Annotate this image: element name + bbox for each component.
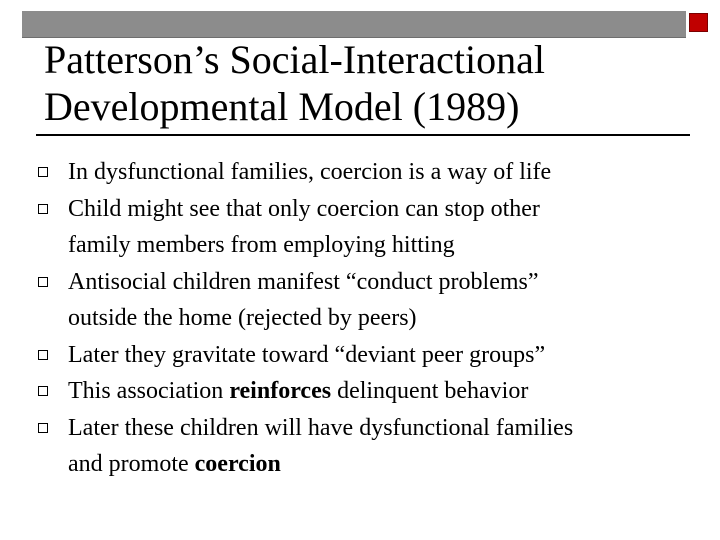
bullet-text: delinquent behavior <box>331 378 529 404</box>
bullet-text: Child might see that only coercion can stop other <box>68 195 540 222</box>
bullet-text: Later these children will have dysfunctional families <box>68 414 574 441</box>
bullet-item <box>36 373 676 410</box>
bullet-emphasis: coercion <box>194 451 281 477</box>
corner-accent-box <box>689 13 708 32</box>
bullet-line <box>68 264 676 301</box>
bullet-line <box>68 191 676 228</box>
header-bar <box>22 11 686 38</box>
hollow-square-icon <box>38 386 48 396</box>
hollow-square-icon <box>38 423 48 433</box>
hollow-square-icon <box>38 204 48 214</box>
bullet-item <box>36 191 676 264</box>
bullet-item <box>36 337 676 374</box>
slide-title <box>44 36 684 130</box>
bullet-item <box>36 154 676 191</box>
bullet-line <box>68 227 676 264</box>
bullet-line <box>68 446 676 483</box>
bullet-text: Antisocial children manifest “conduct problems” <box>68 268 539 295</box>
bullet-item <box>36 410 676 483</box>
title-divider <box>36 134 690 136</box>
bullet-text: This association <box>68 378 230 404</box>
bullet-text: Later they gravitate toward “deviant peer groups” <box>68 341 546 368</box>
bullet-text: In dysfunctional families, coercion is a way of life <box>68 159 552 185</box>
hollow-square-icon <box>38 167 48 177</box>
bullet-text: family members from employing hitting <box>68 232 455 258</box>
bullet-line <box>68 300 676 337</box>
title-line-1: Patterson’s Social-Interactional <box>44 37 545 82</box>
hollow-square-icon <box>38 277 48 287</box>
bullet-emphasis: reinforces <box>229 378 332 404</box>
bullet-text: and promote <box>68 451 195 477</box>
bullet-line <box>68 410 676 447</box>
bullet-item <box>36 264 676 337</box>
bullet-line <box>68 154 676 191</box>
bullet-line <box>68 373 676 410</box>
bullet-list <box>36 154 676 483</box>
bullet-text: outside the home (rejected by peers) <box>68 305 417 331</box>
bullet-line <box>68 337 676 374</box>
hollow-square-icon <box>38 350 48 360</box>
title-line-2: Developmental Model (1989) <box>44 84 520 129</box>
